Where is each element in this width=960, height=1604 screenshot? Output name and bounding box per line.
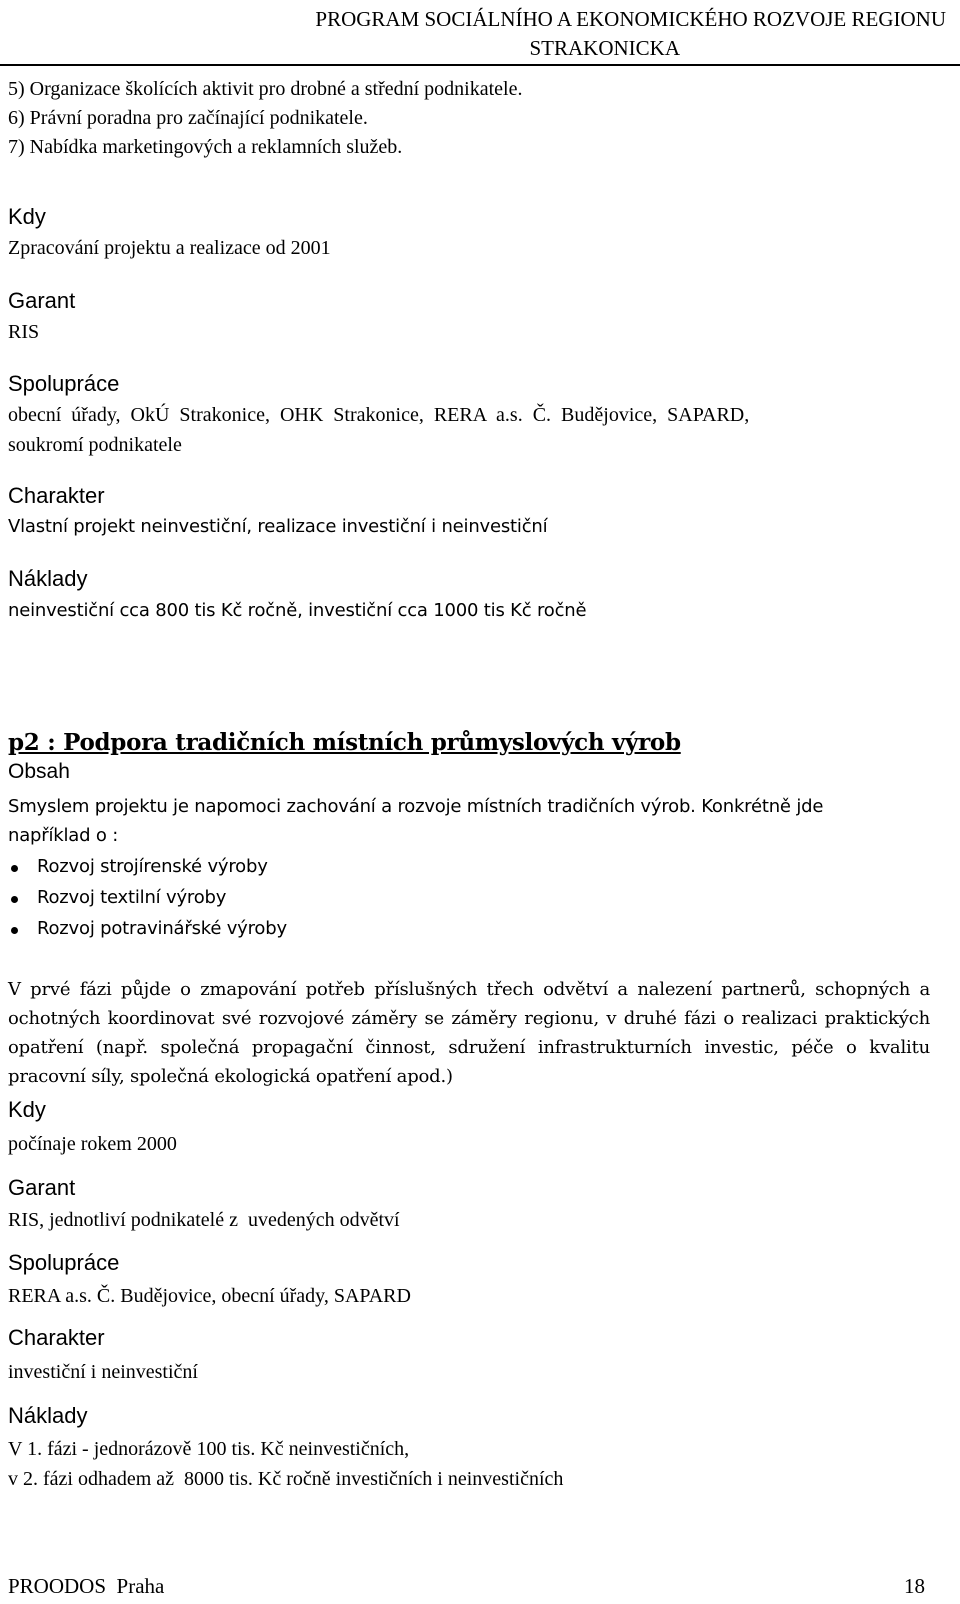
garant-value: RIS, jednotliví podnikatelé z uvedených odvětví (8, 1209, 400, 1231)
charakter-label: Charakter (8, 1325, 105, 1350)
description-paragraph: V prvé fázi půjde o zmapování potřeb příslušných třech odvětví a nalezení partnerů, schopných a ochotných koordinovat své rozvojové záměry se záměry regionu, v druhé fázi o realizaci praktických opatření (např. společná propagační činnost, sdružení infrastrukturních investic, péče o kvalitu pracovní síly, společná ekologická opatření apod.) (8, 979, 930, 1087)
obsah-value-line1: Smyslem projektu je napomoci zachování a rozvoje místních tradičních výrob. Konkrétně jde (8, 796, 824, 817)
charakter-value: Vlastní projekt neinvestiční, realizace investiční i neinvestiční (8, 516, 548, 537)
garant-label: Garant (8, 288, 76, 313)
list-item: 6) Právní poradna pro začínající podnikatele. (8, 107, 368, 129)
obsah-label: Obsah (8, 760, 70, 783)
naklady-label: Náklady (8, 1403, 88, 1428)
naklady-value-line2: v 2. fázi odhadem až 8000 tis. Kč ročně investičních i neinvestičních (8, 1468, 564, 1490)
bullet-icon (11, 896, 18, 903)
garant-value: RIS (8, 321, 40, 343)
header-title-line1: PROGRAM SOCIÁLNÍHO A EKONOMICKÉHO ROZVOJE REGIONU (315, 7, 946, 31)
obsah-value-line2: například o : (8, 825, 119, 846)
page-header (0, 0, 960, 66)
bullet-item: Rozvoj textilní výroby (37, 887, 227, 908)
naklady-value: neinvestiční cca 800 tis Kč ročně, investiční cca 1000 tis Kč ročně (8, 600, 587, 621)
spoluprace-value: RERA a.s. Č. Budějovice, obecní úřady, SAPARD (8, 1285, 411, 1307)
spoluprace-value-line1: obecní úřady, OkÚ Strakonice, OHK Strakonice, RERA a.s. Č. Budějovice, SAPARD, (8, 404, 750, 426)
list-item: 7) Nabídka marketingových a reklamních služeb. (8, 136, 403, 158)
kdy-label: Kdy (8, 204, 46, 229)
bullet-icon (11, 927, 18, 934)
naklady-value-line1: V 1. fázi - jednorázově 100 tis. Kč neinvestičních, (8, 1438, 410, 1460)
kdy-label: Kdy (8, 1097, 46, 1122)
bullet-item: Rozvoj potravinářské výroby (37, 918, 287, 939)
kdy-value: Zpracování projektu a realizace od 2001 (8, 237, 331, 259)
garant-label: Garant (8, 1175, 76, 1200)
header-title-line2: STRAKONICKA (529, 36, 680, 60)
list-item: 5) Organizace školících aktivit pro drobné a střední podnikatele. (8, 78, 523, 100)
spoluprace-label: Spolupráce (8, 1250, 120, 1275)
spoluprace-label: Spolupráce (8, 371, 120, 396)
charakter-label: Charakter (8, 483, 105, 508)
section-heading: p2 : Podpora tradičních místních průmyslových výrob (8, 729, 681, 756)
page-number: 18 (904, 1574, 925, 1598)
charakter-value: investiční i neinvestiční (8, 1361, 198, 1383)
bullet-icon (11, 865, 18, 872)
footer-publisher: PROODOS Praha (8, 1574, 165, 1598)
naklady-label: Náklady (8, 566, 88, 591)
spoluprace-value-line2: soukromí podnikatele (8, 434, 182, 456)
kdy-value: počínaje rokem 2000 (8, 1133, 177, 1155)
bullet-item: Rozvoj strojírenské výroby (37, 856, 268, 877)
